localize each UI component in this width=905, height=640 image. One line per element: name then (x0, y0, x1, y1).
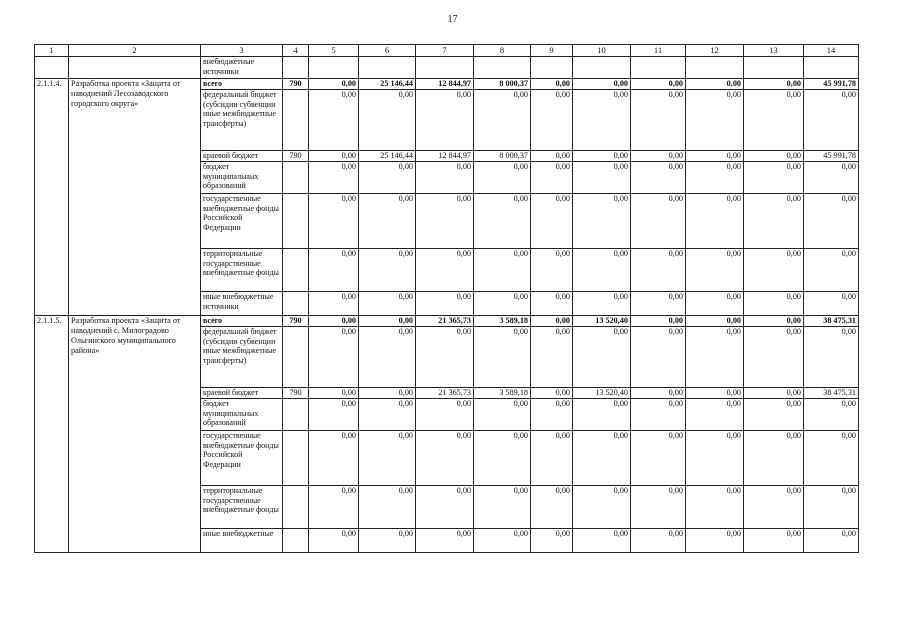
amount-cell: 0,00 (631, 90, 686, 151)
amount-cell: 45 991,78 (804, 151, 859, 162)
krbs-code (283, 399, 309, 431)
krbs-code (283, 486, 309, 529)
column-header: 3 (201, 45, 283, 57)
amount-cell: 0,00 (309, 249, 359, 292)
amount-cell: 0,00 (686, 292, 744, 316)
amount-cell: 0,00 (416, 194, 474, 249)
continuation-row (35, 57, 859, 79)
amount-cell: 0,00 (631, 316, 686, 327)
amount-cell: 0,00 (804, 486, 859, 529)
amount-cell: 0,00 (631, 431, 686, 486)
amount-cell: 38 475,31 (804, 388, 859, 399)
krbs-code (283, 90, 309, 151)
amount-cell: 0,00 (573, 486, 631, 529)
amount-cell: 0,00 (359, 399, 416, 431)
amount-cell: 0,00 (686, 79, 744, 90)
amount-cell: 0,00 (573, 249, 631, 292)
amount-cell: 0,00 (309, 79, 359, 90)
amount-cell: 0,00 (744, 399, 804, 431)
amount-cell: 38 475,31 (804, 316, 859, 327)
amount-cell: 0,00 (631, 399, 686, 431)
amount-cell: 0,00 (631, 79, 686, 90)
amount-cell: 0,00 (631, 162, 686, 194)
amount-cell: 0,00 (573, 292, 631, 316)
amount-cell: 0,00 (744, 316, 804, 327)
budget-table (34, 44, 859, 553)
funding-source: территориальные государственные внебюджетные фонды (201, 486, 283, 529)
amount-cell: 0,00 (416, 249, 474, 292)
amount-cell: 0,00 (531, 79, 573, 90)
amount-cell: 0,00 (474, 292, 531, 316)
amount-cell: 0,00 (573, 90, 631, 151)
item-code: 2.1.1.4. (35, 79, 69, 316)
amount-cell: 0,00 (531, 292, 573, 316)
amount-cell: 0,00 (804, 399, 859, 431)
amount-cell: 0,00 (573, 79, 631, 90)
funding-source: иные внебюджетные источники (201, 292, 283, 316)
funding-source: иные внебюджетные (201, 529, 283, 553)
funding-source: бюджет муниципальных образований (201, 399, 283, 431)
amount-cell: 0,00 (531, 327, 573, 388)
funding-source: территориальные государственные внебюджетные фонды (201, 249, 283, 292)
table-cell (804, 57, 859, 79)
amount-cell: 0,00 (309, 151, 359, 162)
table-row (35, 316, 859, 327)
amount-cell: 0,00 (573, 399, 631, 431)
amount-cell: 0,00 (359, 388, 416, 399)
amount-cell: 0,00 (804, 162, 859, 194)
column-header: 9 (531, 45, 573, 57)
amount-cell: 0,00 (804, 431, 859, 486)
column-header: 10 (573, 45, 631, 57)
krbs-code: 790 (283, 316, 309, 327)
column-header: 1 (35, 45, 69, 57)
krbs-code (283, 292, 309, 316)
amount-cell: 0,00 (686, 486, 744, 529)
amount-cell: 0,00 (744, 90, 804, 151)
amount-cell: 0,00 (631, 292, 686, 316)
amount-cell: 0,00 (573, 529, 631, 553)
table-cell (474, 57, 531, 79)
amount-cell: 0,00 (474, 90, 531, 151)
amount-cell: 0,00 (359, 249, 416, 292)
amount-cell: 0,00 (359, 316, 416, 327)
table-cell (283, 57, 309, 79)
amount-cell: 0,00 (474, 486, 531, 529)
amount-cell: 3 589,18 (474, 388, 531, 399)
amount-cell: 0,00 (531, 151, 573, 162)
amount-cell: 0,00 (573, 431, 631, 486)
amount-cell: 0,00 (531, 316, 573, 327)
krbs-code (283, 431, 309, 486)
amount-cell: 0,00 (474, 399, 531, 431)
amount-cell: 12 844,97 (416, 151, 474, 162)
krbs-code (283, 194, 309, 249)
amount-cell: 0,00 (474, 529, 531, 553)
amount-cell: 0,00 (631, 249, 686, 292)
amount-cell: 0,00 (531, 431, 573, 486)
amount-cell: 0,00 (416, 90, 474, 151)
amount-cell: 0,00 (309, 90, 359, 151)
table-cell (416, 57, 474, 79)
amount-cell: 0,00 (416, 327, 474, 388)
krbs-code (283, 162, 309, 194)
amount-cell: 45 991,78 (804, 79, 859, 90)
amount-cell: 0,00 (631, 529, 686, 553)
funding-source: государственные внебюджетные фонды Российской Федерации (201, 431, 283, 486)
amount-cell: 0,00 (631, 327, 686, 388)
table-cell (309, 57, 359, 79)
funding-source: всего (201, 316, 283, 327)
amount-cell: 0,00 (416, 162, 474, 194)
amount-cell: 0,00 (686, 431, 744, 486)
amount-cell: 0,00 (474, 431, 531, 486)
amount-cell: 0,00 (531, 399, 573, 431)
amount-cell: 0,00 (573, 194, 631, 249)
amount-cell: 0,00 (686, 151, 744, 162)
krbs-code (283, 529, 309, 553)
column-header: 4 (283, 45, 309, 57)
amount-cell: 0,00 (744, 529, 804, 553)
amount-cell: 0,00 (686, 194, 744, 249)
column-header: 5 (309, 45, 359, 57)
amount-cell: 0,00 (359, 486, 416, 529)
column-header: 6 (359, 45, 416, 57)
amount-cell: 0,00 (309, 194, 359, 249)
amount-cell: 12 844,97 (416, 79, 474, 90)
funding-source: внебюджетные источники (201, 57, 283, 79)
amount-cell: 0,00 (531, 486, 573, 529)
amount-cell: 13 520,40 (573, 388, 631, 399)
amount-cell: 0,00 (686, 327, 744, 388)
amount-cell: 0,00 (744, 388, 804, 399)
amount-cell: 0,00 (309, 327, 359, 388)
amount-cell: 0,00 (744, 79, 804, 90)
amount-cell: 0,00 (309, 431, 359, 486)
table-cell (686, 57, 744, 79)
funding-source: государственные внебюджетные фонды Российской Федерации (201, 194, 283, 249)
amount-cell: 0,00 (744, 151, 804, 162)
amount-cell: 0,00 (359, 90, 416, 151)
item-name: Разработка проекта «Защита от наводнений с. Милоградово Ольгинского муниципального района» (69, 316, 201, 553)
krbs-code: 790 (283, 79, 309, 90)
amount-cell: 0,00 (686, 388, 744, 399)
table-cell (744, 57, 804, 79)
amount-cell: 0,00 (573, 151, 631, 162)
amount-cell: 0,00 (744, 486, 804, 529)
amount-cell: 0,00 (631, 388, 686, 399)
amount-cell: 0,00 (359, 529, 416, 553)
amount-cell: 0,00 (744, 194, 804, 249)
table-cell (631, 57, 686, 79)
amount-cell: 0,00 (531, 162, 573, 194)
amount-cell: 0,00 (631, 486, 686, 529)
amount-cell: 0,00 (686, 399, 744, 431)
funding-source: всего (201, 79, 283, 90)
krbs-code: 790 (283, 151, 309, 162)
amount-cell: 0,00 (309, 529, 359, 553)
krbs-code (283, 249, 309, 292)
amount-cell: 0,00 (309, 486, 359, 529)
column-header: 12 (686, 45, 744, 57)
amount-cell: 0,00 (531, 529, 573, 553)
funding-source: бюджет муниципальных образований (201, 162, 283, 194)
amount-cell: 0,00 (416, 292, 474, 316)
amount-cell: 8 000,37 (474, 151, 531, 162)
amount-cell: 0,00 (474, 327, 531, 388)
amount-cell: 0,00 (309, 316, 359, 327)
column-header: 14 (804, 45, 859, 57)
amount-cell: 0,00 (744, 292, 804, 316)
amount-cell: 0,00 (631, 151, 686, 162)
table-cell (573, 57, 631, 79)
amount-cell: 0,00 (309, 162, 359, 194)
table-cell (69, 57, 201, 79)
funding-source: краевой бюджет (201, 151, 283, 162)
column-header: 7 (416, 45, 474, 57)
table-cell (531, 57, 573, 79)
amount-cell: 0,00 (359, 327, 416, 388)
amount-cell: 0,00 (531, 194, 573, 249)
amount-cell: 21 365,73 (416, 388, 474, 399)
funding-source: федеральный бюджет (субсидии субвенции иные межбюджетные трансферты) (201, 327, 283, 388)
krbs-code (283, 327, 309, 388)
amount-cell: 0,00 (744, 431, 804, 486)
item-name: Разработка проекта «Защита от наводнений Лесозаводского городского округа» (69, 79, 201, 316)
amount-cell: 0,00 (573, 162, 631, 194)
column-header: 8 (474, 45, 531, 57)
column-header: 11 (631, 45, 686, 57)
table-cell (35, 57, 69, 79)
amount-cell: 0,00 (474, 194, 531, 249)
amount-cell: 0,00 (416, 486, 474, 529)
amount-cell: 0,00 (359, 194, 416, 249)
amount-cell: 0,00 (744, 162, 804, 194)
amount-cell: 0,00 (804, 194, 859, 249)
amount-cell: 0,00 (804, 529, 859, 553)
amount-cell: 0,00 (416, 431, 474, 486)
amount-cell: 25 146,44 (359, 79, 416, 90)
amount-cell: 0,00 (416, 399, 474, 431)
page-number: 17 (447, 14, 458, 25)
amount-cell: 0,00 (474, 162, 531, 194)
amount-cell: 0,00 (686, 316, 744, 327)
amount-cell: 0,00 (804, 249, 859, 292)
item-code: 2.1.1.5. (35, 316, 69, 553)
amount-cell: 0,00 (359, 292, 416, 316)
column-header: 2 (69, 45, 201, 57)
amount-cell: 0,00 (631, 194, 686, 249)
amount-cell: 0,00 (531, 90, 573, 151)
amount-cell: 0,00 (686, 249, 744, 292)
amount-cell: 0,00 (474, 249, 531, 292)
amount-cell: 25 146,44 (359, 151, 416, 162)
amount-cell: 0,00 (804, 327, 859, 388)
amount-cell: 0,00 (686, 529, 744, 553)
amount-cell: 0,00 (686, 162, 744, 194)
table-row (35, 79, 859, 90)
amount-cell: 0,00 (416, 529, 474, 553)
amount-cell: 13 520,40 (573, 316, 631, 327)
amount-cell: 8 000,37 (474, 79, 531, 90)
column-header-row (35, 45, 859, 57)
amount-cell: 21 365,73 (416, 316, 474, 327)
amount-cell: 0,00 (573, 327, 631, 388)
krbs-code: 790 (283, 388, 309, 399)
funding-source: федеральный бюджет (субсидии субвенции иные межбюджетные трансферты) (201, 90, 283, 151)
amount-cell: 0,00 (804, 90, 859, 151)
funding-source: краевой бюджет (201, 388, 283, 399)
table-cell (359, 57, 416, 79)
amount-cell: 0,00 (359, 162, 416, 194)
amount-cell: 0,00 (309, 399, 359, 431)
amount-cell: 0,00 (686, 90, 744, 151)
amount-cell: 0,00 (531, 249, 573, 292)
amount-cell: 0,00 (744, 327, 804, 388)
amount-cell: 0,00 (359, 431, 416, 486)
amount-cell: 3 589,18 (474, 316, 531, 327)
amount-cell: 0,00 (309, 388, 359, 399)
amount-cell: 0,00 (744, 249, 804, 292)
amount-cell: 0,00 (531, 388, 573, 399)
column-header: 13 (744, 45, 804, 57)
amount-cell: 0,00 (309, 292, 359, 316)
amount-cell: 0,00 (804, 292, 859, 316)
